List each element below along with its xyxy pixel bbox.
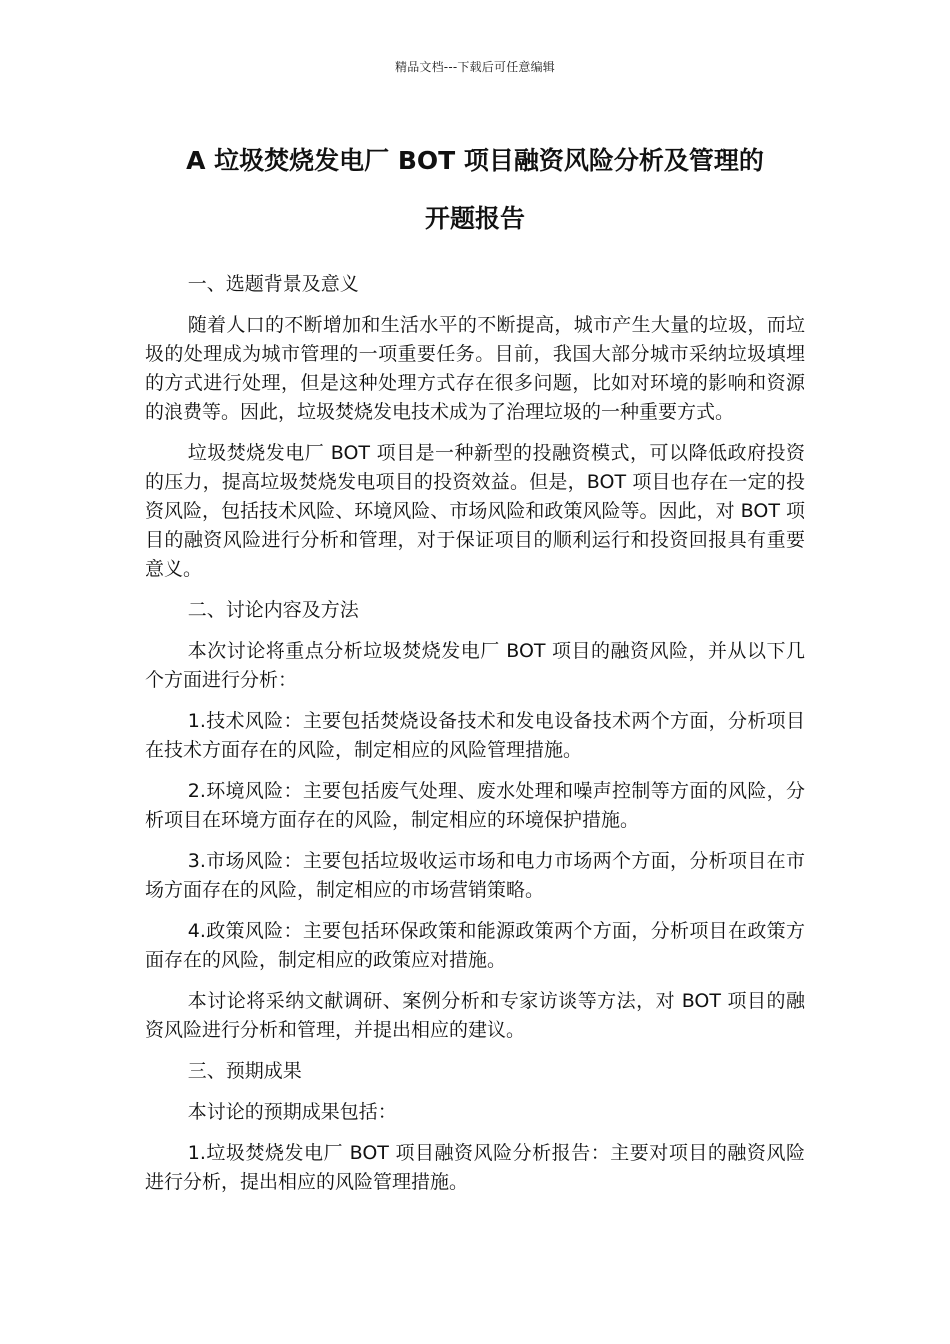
section-heading-background: 一、选题背景及意义 [187,273,359,295]
list-item-environmental-risk: 2.环境风险：主要包括废气处理、废水处理和噪声控制等方面的风险，分析项目在环境方面存在的风险，制定相应的环境保护措施。 [145,780,805,831]
paragraph-results-intro: 本讨论的预期成果包括： [187,1101,397,1123]
paragraph-bot-significance: 垃圾焚烧发电厂 BOT 项目是一种新型的投融资模式，可以降低政府投资的压力，提高垃圾焚烧发电项目的投资效益。但是，BOT 项目也存在一定的投资风险，包括技术风险、环境风险、市场风险和政策风险等。因此，对 BOT 项目的融资风险进行分析和管理，对于保证项目的顺利运行和投资回报具有重要意义。 [145,442,805,580]
paragraph-analysis-intro: 本次讨论将重点分析垃圾焚烧发电厂 BOT 项目的融资风险，并从以下几个方面进行分析： [145,640,805,691]
paragraph-methods: 本讨论将采纳文献调研、案例分析和专家访谈等方法，对 BOT 项目的融资风险进行分析和管理，并提出相应的建议。 [145,990,805,1041]
title-line-2: 开题报告 [424,204,525,233]
list-item-policy-risk: 4.政策风险：主要包括环保政策和能源政策两个方面，分析项目在政策方面存在的风险，制定相应的政策应对措施。 [145,920,805,971]
page-header: 精品文档---下载后可任意编辑 [395,60,555,74]
title-line-1: A 垃圾焚烧发电厂 BOT 项目融资风险分析及管理的 [186,146,764,175]
list-item-result-report: 1.垃圾焚烧发电厂 BOT 项目融资风险分析报告：主要对项目的融资风险进行分析，提出相应的风险管理措施。 [145,1142,805,1193]
list-item-technical-risk: 1.技术风险：主要包括焚烧设备技术和发电设备技术两个方面，分析项目在技术方面存在的风险，制定相应的风险管理措施。 [145,710,805,761]
section-heading-expected-results: 三、预期成果 [187,1060,302,1082]
paragraph-background: 随着人口的不断增加和生活水平的不断提高，城市产生大量的垃圾，而垃圾的处理成为城市管理的一项重要任务。目前，我国大部分城市采纳垃圾填埋的方式进行处理，但是这种处理方式存在很多问题，比如对环境的影响和资源的浪费等。因此，垃圾焚烧发电技术成为了治理垃圾的一种重要方式。 [145,314,805,423]
section-heading-content-methods: 二、讨论内容及方法 [187,599,359,621]
list-item-market-risk: 3.市场风险：主要包括垃圾收运市场和电力市场两个方面，分析项目在市场方面存在的风险，制定相应的市场营销策略。 [145,850,805,901]
document-title [140,132,810,248]
document-body [145,270,805,1209]
